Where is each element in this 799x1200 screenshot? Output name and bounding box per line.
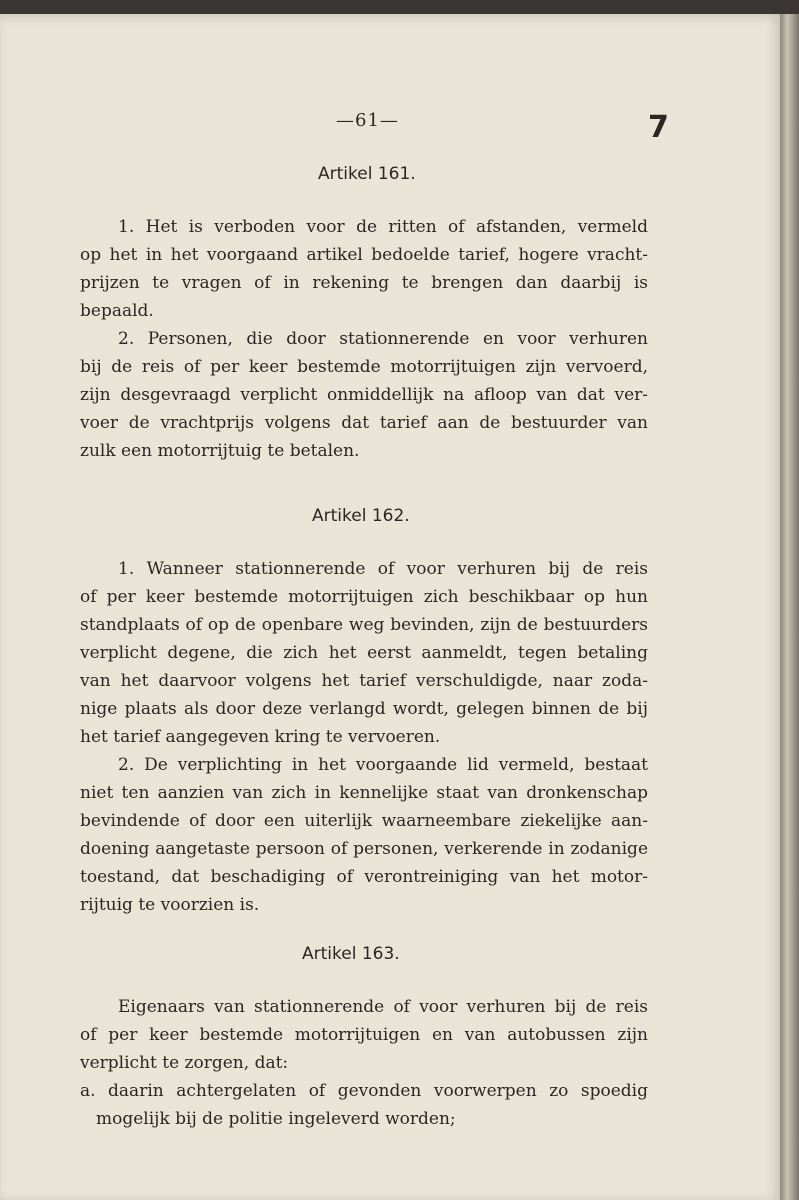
page-number: —61— xyxy=(336,110,399,131)
article-161-line: zijn desgevraagd verplicht onmiddellijk na afloop van dat ver- xyxy=(80,385,648,405)
article-162-line: niet ten aanzien van zich in kennelijke staat van dronkenschap xyxy=(80,783,648,803)
article-162-line: van het daarvoor volgens het tarief verschuldigde, naar zoda- xyxy=(80,671,648,691)
document-page xyxy=(0,14,780,1200)
article-161-line: prijzen te vragen of in rekening te brengen dan daarbij is xyxy=(80,273,648,293)
article-162-line: het tarief aangegeven kring te vervoeren. xyxy=(80,727,441,747)
book-spine-edge xyxy=(780,14,799,1200)
article-161-heading: Artikel 161. xyxy=(318,164,416,184)
sheet-mark: 7 xyxy=(648,110,669,145)
article-162-line: nige plaats als door deze verlangd wordt, gelegen binnen de bij xyxy=(80,699,648,719)
article-161-line: voer de vrachtprijs volgens dat tarief aan de bestuurder van xyxy=(80,413,648,433)
article-163-line: Eigenaars van stationnerende of voor verhuren bij de reis xyxy=(118,997,648,1017)
article-162-line: 2. De verplichting in het voorgaande lid vermeld, bestaat xyxy=(118,755,648,775)
article-162-line: standplaats of op de openbare weg bevinden, zijn de bestuurders xyxy=(80,615,648,635)
article-162-line: bevindende of door een uiterlijk waarneembare ziekelijke aan- xyxy=(80,811,648,831)
article-162-line: toestand, dat beschadiging of verontreiniging van het motor- xyxy=(80,867,648,887)
article-161-line: bij de reis of per keer bestemde motorrijtuigen zijn vervoerd, xyxy=(80,357,648,377)
article-161-line: bepaald. xyxy=(80,301,154,321)
article-163-line: a. daarin achtergelaten of gevonden voorwerpen zo spoedig xyxy=(80,1081,648,1101)
article-162-line: 1. Wanneer stationnerende of voor verhuren bij de reis xyxy=(118,559,648,579)
article-162-line: rijtuig te voorzien is. xyxy=(80,895,260,915)
article-163-heading: Artikel 163. xyxy=(302,944,400,964)
article-162-line: doening aangetaste persoon of personen, verkerende in zodanige xyxy=(80,839,648,859)
article-162-line: verplicht degene, die zich het eerst aanmeldt, tegen betaling xyxy=(80,643,648,663)
article-161-line: zulk een motorrijtuig te betalen. xyxy=(80,441,360,461)
article-162-line: of per keer bestemde motorrijtuigen zich beschikbaar op hun xyxy=(80,587,648,607)
article-161-line: 2. Personen, die door stationnerende en voor verhuren xyxy=(118,329,648,349)
article-163-line: mogelijk bij de politie ingeleverd worden; xyxy=(96,1109,456,1129)
article-161-line: 1. Het is verboden voor de ritten of afstanden, vermeld xyxy=(118,217,648,237)
scan-top-edge xyxy=(0,0,799,14)
article-163-line: verplicht te zorgen, dat: xyxy=(80,1053,289,1073)
article-161-line: op het in het voorgaand artikel bedoelde tarief, hogere vracht- xyxy=(80,245,648,265)
article-162-heading: Artikel 162. xyxy=(312,506,410,526)
article-163-line: of per keer bestemde motorrijtuigen en van autobussen zijn xyxy=(80,1025,648,1045)
